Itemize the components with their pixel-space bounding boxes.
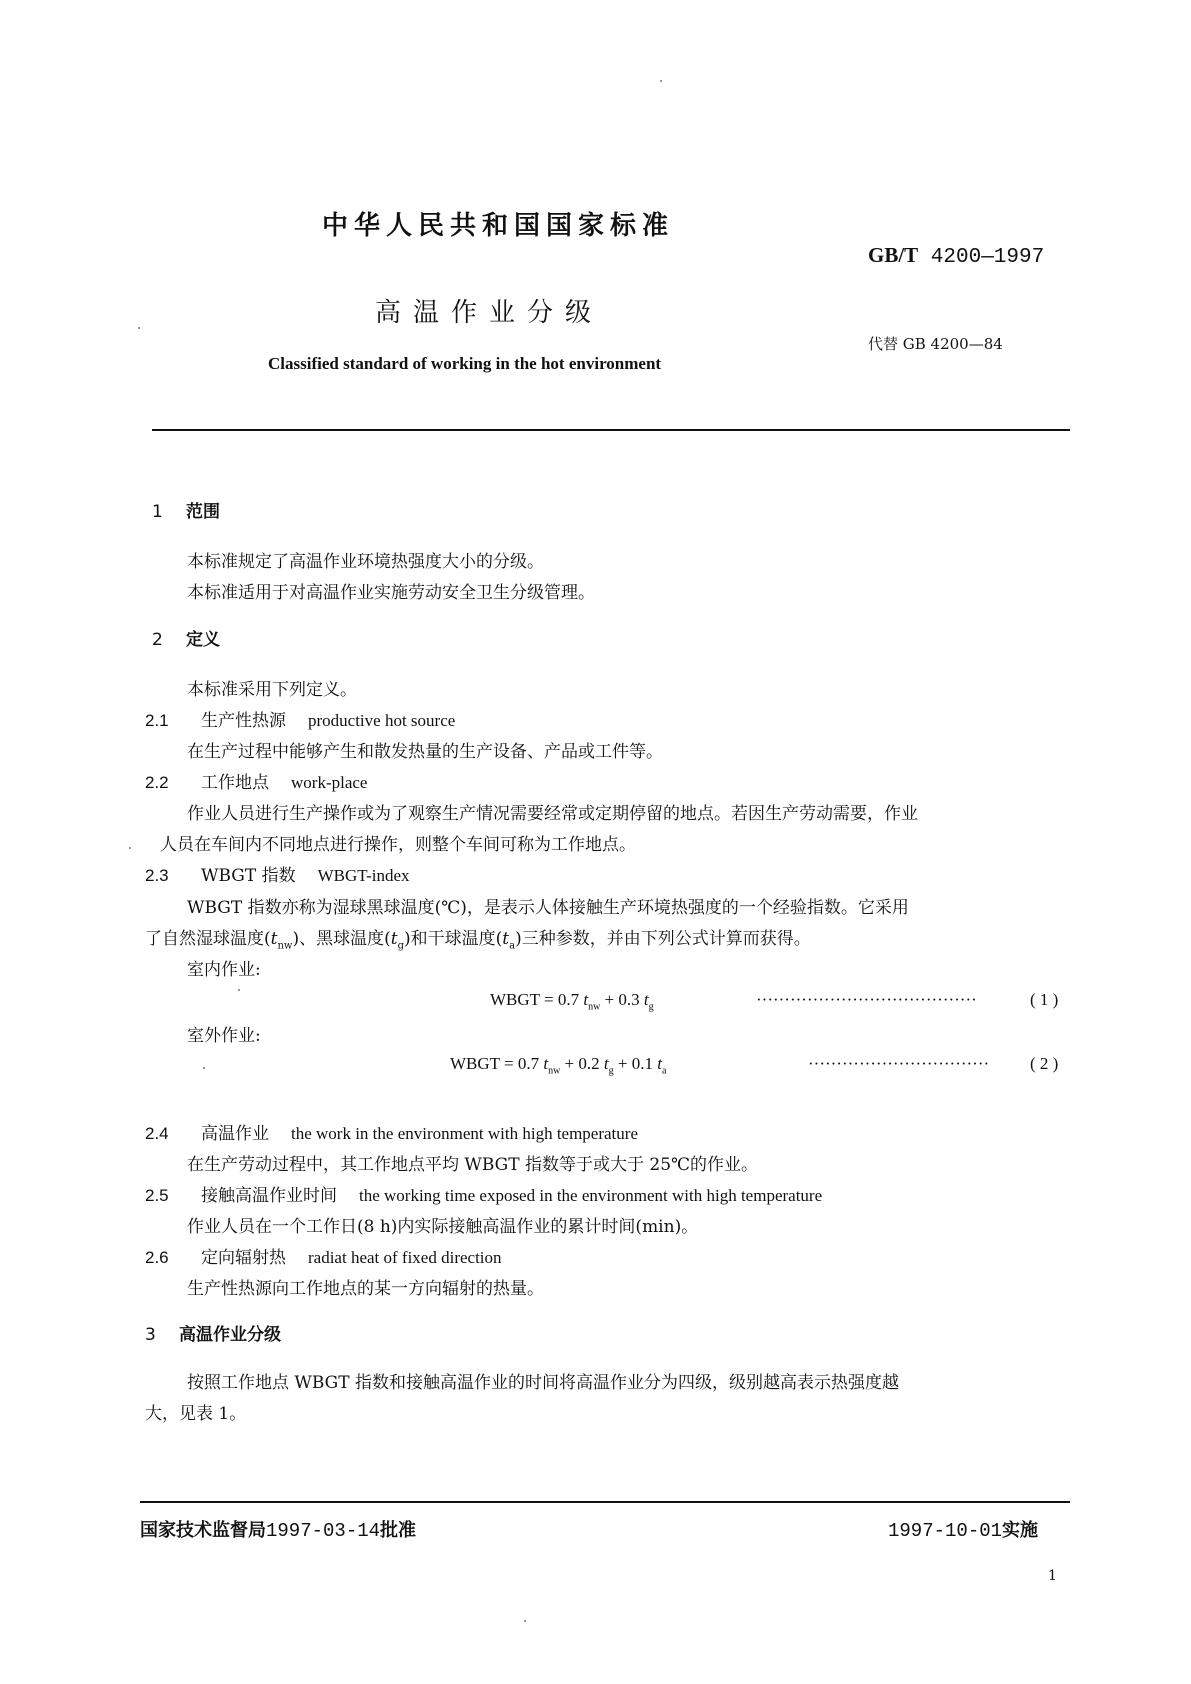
paragraph: 在生产过程中能够产生和散发热量的生产设备、产品或工件等。 <box>187 742 663 762</box>
formula-1-number: ( 1 ) <box>1030 990 1059 1009</box>
definition-2-1 <box>145 706 455 731</box>
paragraph: 作业人员在一个工作日(8 h)内实际接触高温作业的累计时间(min)。 <box>187 1217 699 1237</box>
scan-speck <box>238 989 240 991</box>
scan-speck <box>203 1067 205 1069</box>
approver: 国家技术监督局 <box>140 1520 266 1541</box>
clause-number: 2.4 <box>145 1124 169 1143</box>
term-cn: 高温作业 <box>201 1124 269 1144</box>
effective-date: 1997-10-01 <box>888 1520 1003 1542</box>
formula-2-number: ( 2 ) <box>1030 1054 1059 1073</box>
document-title-en: Classified standard of working in the hot environment <box>268 354 662 373</box>
approval-date: 1997-03-14 <box>266 1520 381 1542</box>
approval-line <box>140 1516 416 1542</box>
page-number: 1 <box>1048 1568 1057 1584</box>
term-cn: 定向辐射热 <box>201 1248 286 1268</box>
standard-prefix: GB/T <box>868 243 919 267</box>
term-cn: 接触高温作业时间 <box>201 1186 337 1206</box>
clause-number: 2.6 <box>145 1248 169 1267</box>
definition-2-5 <box>145 1181 822 1206</box>
header-rule <box>152 429 1070 431</box>
formula-1-leader: ······································· <box>756 990 977 1009</box>
standard-number <box>868 243 1044 269</box>
paragraph: 本标准规定了高温作业环境热强度大小的分级。 <box>187 552 544 572</box>
term-cn: 生产性热源 <box>201 711 286 731</box>
term-en: the working time exposed in the environment with high temperature <box>359 1186 823 1205</box>
formula-2-leader: ································ <box>808 1054 990 1073</box>
term-en: radiat heat of fixed direction <box>308 1248 502 1267</box>
clause-number: 2.3 <box>145 866 169 885</box>
effective-label: 实施 <box>1002 1520 1039 1541</box>
definition-2-4 <box>145 1119 638 1144</box>
section-1-heading <box>152 497 220 522</box>
paragraph: 大，见表 1。 <box>145 1404 247 1424</box>
paragraph: 生产性热源向工作地点的某一方向辐射的热量。 <box>187 1279 544 1299</box>
indoor-label: 室内作业: <box>187 960 261 980</box>
term-cn: WBGT 指数 <box>201 866 296 886</box>
section-3-heading <box>145 1320 281 1345</box>
definition-2-2 <box>145 768 367 793</box>
paragraph: 了自然湿球温度$(t_{nw})$、黑球温度$(t_g)$和干球温度$(t_a)$三种参数，并由下列公式计算而获得。 <box>145 929 811 952</box>
clause-number: 2.2 <box>145 773 169 792</box>
paragraph: 在生产劳动过程中，其工作地点平均 WBGT 指数等于或大于 25℃的作业。 <box>187 1155 759 1175</box>
scan-speck <box>524 1620 526 1622</box>
replaces-note: 代替 GB 4200—84 <box>868 335 1003 353</box>
footer-rule <box>140 1501 1070 1503</box>
formula-2: WBGT = 0.7 $t_{nw} + 0.2$ $t_g + 0.1$ $t_a$ <box>450 1054 667 1077</box>
section-title: 范围 <box>186 502 220 522</box>
term-en: work-place <box>291 773 368 792</box>
section-title: 高温作业分级 <box>179 1325 281 1345</box>
paragraph: WBGT 指数亦称为湿球黑球温度(℃)，是表示人体接触生产环境热强度的一个经验指数。它采用 <box>187 898 909 918</box>
term-cn: 工作地点 <box>201 773 269 793</box>
effective-line <box>888 1516 1038 1542</box>
standard-number-value: 4200—1997 <box>930 246 1045 269</box>
definition-2-3 <box>145 861 410 886</box>
scan-speck <box>138 327 140 329</box>
scan-speck <box>129 847 131 849</box>
paragraph: 本标准适用于对高温作业实施劳动安全卫生分级管理。 <box>187 583 595 603</box>
section-title: 定义 <box>186 630 220 650</box>
term-en: the work in the environment with high temperature <box>291 1124 638 1143</box>
scan-speck <box>660 80 662 82</box>
document-title-cn: 高温作业分级 <box>375 298 604 328</box>
approval-label: 批准 <box>380 1520 417 1541</box>
paragraph: 人员在车间内不同地点进行操作，则整个车间可称为工作地点。 <box>160 835 636 855</box>
section-number: 1 <box>152 502 163 522</box>
definition-2-6 <box>145 1243 502 1268</box>
term-en: productive hot source <box>308 711 456 730</box>
clause-number: 2.5 <box>145 1186 169 1205</box>
paragraph: 本标准采用下列定义。 <box>187 680 357 700</box>
term-en: WBGT-index <box>317 866 410 885</box>
standard-org-heading: 中华人民共和国国家标准 <box>322 211 675 241</box>
formula-1: WBGT = 0.7 $t_{nw} + 0.3$ $t_g$ <box>490 990 654 1013</box>
section-2-heading <box>152 625 220 650</box>
section-number: 3 <box>145 1325 156 1345</box>
section-number: 2 <box>152 630 163 650</box>
paragraph: 按照工作地点 WBGT 指数和接触高温作业的时间将高温作业分为四级，级别越高表示热强度越 <box>187 1373 900 1393</box>
outdoor-label: 室外作业: <box>187 1026 261 1046</box>
clause-number: 2.1 <box>145 711 169 730</box>
paragraph: 作业人员进行生产操作或为了观察生产情况需要经常或定期停留的地点。若因生产劳动需要，作业 <box>187 804 918 824</box>
